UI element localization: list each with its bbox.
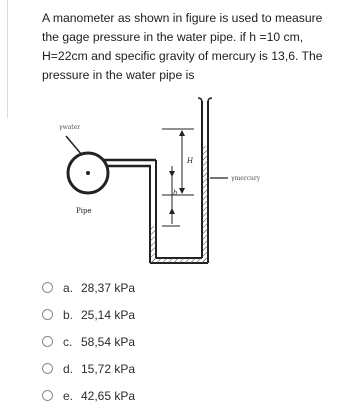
option-d-letter: d. — [63, 361, 74, 376]
mercury-bottom — [151, 258, 208, 263]
option-d[interactable] — [42, 355, 322, 382]
option-a-letter: a. — [63, 280, 74, 295]
tube-open-top-left — [198, 98, 202, 102]
tube-open-top-right — [208, 98, 212, 102]
label-pipe: Pipe — [76, 207, 92, 215]
radio-b[interactable] — [42, 309, 53, 320]
option-b-letter: b. — [63, 307, 74, 322]
label-H: H — [187, 157, 194, 165]
dim-h-arrow-up — [169, 208, 175, 214]
label-water: γwater — [59, 124, 81, 131]
manometer-figure — [46, 96, 300, 272]
dim-H-arrow-up — [179, 130, 185, 136]
left-divider — [7, 0, 8, 118]
label-mercury: γmercury — [231, 175, 261, 182]
mercury-right-leg — [203, 146, 209, 263]
question-text: A manometer as shown in figure is used to measure the gage pressure in the water pipe. if h =10 cm, H=22cm and specific gravity of mercury is 13,6. The pressure in the water pipe is — [42, 11, 323, 82]
option-e[interactable] — [42, 382, 322, 409]
option-e-text: 42,65 kPa — [81, 388, 136, 403]
option-b[interactable] — [42, 301, 322, 328]
option-e-letter: e. — [63, 388, 74, 403]
radio-e[interactable] — [42, 390, 53, 401]
dim-h-arrow-down — [169, 171, 175, 177]
option-d-text: 15,72 kPa — [81, 361, 136, 376]
option-c-text: 58,54 kPa — [81, 334, 136, 349]
dim-H-arrow-down — [179, 188, 185, 194]
answer-options — [42, 274, 322, 409]
radio-a[interactable] — [42, 282, 53, 293]
label-h: h — [173, 189, 178, 197]
option-a[interactable] — [42, 274, 322, 301]
option-a-text: 28,37 kPa — [81, 280, 136, 295]
water-pointer — [66, 136, 82, 155]
pipe-center-dot — [86, 171, 90, 175]
radio-c[interactable] — [42, 336, 53, 347]
radio-d[interactable] — [42, 363, 53, 374]
option-c[interactable] — [42, 328, 322, 355]
option-b-text: 25,14 kPa — [81, 307, 136, 322]
mercury-left-leg — [151, 226, 157, 263]
option-c-letter: c. — [63, 334, 73, 349]
